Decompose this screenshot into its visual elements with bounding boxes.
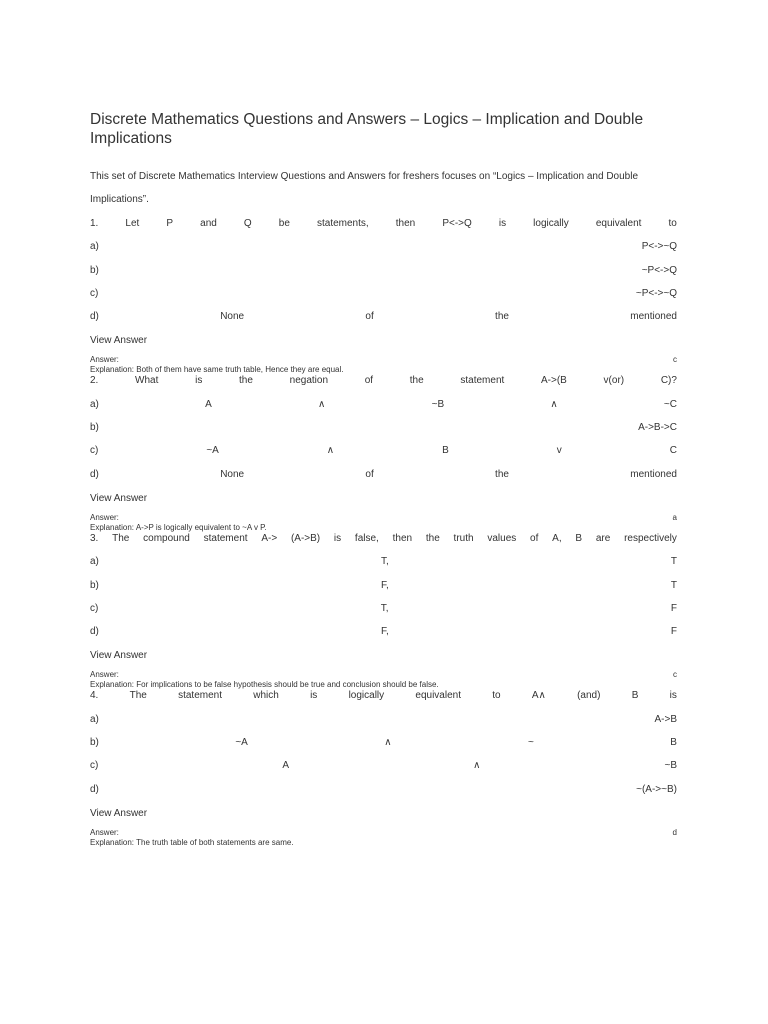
- question-block: [90, 533, 677, 690]
- question-word: 1.: [90, 218, 99, 229]
- question-block: [90, 218, 677, 375]
- question-word: B: [631, 690, 639, 702]
- answer-explanation: Explanation: Both of them have same truth table, Hence they are equal.: [90, 365, 344, 375]
- question-word: respectively: [624, 532, 677, 544]
- option-text: ∧: [384, 737, 392, 749]
- question-word: 4.: [90, 690, 99, 702]
- option-text: ~B: [431, 398, 445, 410]
- question-word: What: [135, 375, 159, 387]
- answer-option: [90, 469, 677, 492]
- option-text: mentioned: [630, 311, 677, 323]
- question-word: to: [668, 218, 677, 229]
- option-text: ~B: [664, 760, 677, 772]
- answer-option: [90, 580, 677, 603]
- option-text: mentioned: [630, 468, 677, 480]
- view-answer-link[interactable]: View Answer: [90, 650, 148, 662]
- option-letter: c): [90, 760, 99, 772]
- option-letter: b): [90, 422, 99, 434]
- answer-option: [90, 760, 677, 783]
- question-word: 3.: [90, 532, 99, 544]
- option-text: of: [365, 468, 374, 480]
- question-word: B: [575, 532, 583, 544]
- option-text: T,: [381, 556, 389, 568]
- answer-option: [90, 399, 677, 422]
- question-word: is: [310, 690, 318, 702]
- answer-box: [90, 513, 677, 533]
- option-text: ~: [528, 737, 534, 749]
- question-word: statement: [460, 375, 505, 387]
- view-answer-link[interactable]: View Answer: [90, 807, 148, 819]
- question-word: be: [278, 218, 290, 229]
- question-word: of: [530, 532, 539, 544]
- question-word: equivalent: [595, 218, 642, 229]
- answer-box: [90, 355, 677, 375]
- article: [90, 110, 677, 848]
- question-text: [90, 375, 677, 398]
- option-text: B: [670, 737, 677, 749]
- answer-label: Answer:: [90, 827, 119, 837]
- question-word: values: [487, 532, 517, 544]
- question-word: (and): [577, 690, 601, 702]
- question-word: P<->Q: [442, 218, 472, 229]
- answer-value: c: [673, 355, 677, 365]
- question-list: [90, 218, 677, 848]
- answer-box: [90, 828, 677, 848]
- option-letter: c): [90, 445, 99, 457]
- option-text: ∧: [550, 398, 558, 410]
- option-letter: a): [90, 713, 99, 725]
- option-text: of: [365, 311, 374, 323]
- question-word: statement: [203, 532, 248, 544]
- option-letter: b): [90, 737, 99, 749]
- answer-explanation: Explanation: A->P is logically equivalent to ~A v P.: [90, 522, 267, 532]
- answer-option: [90, 265, 677, 288]
- question-word: The: [129, 690, 147, 702]
- question-word: the: [239, 375, 253, 387]
- question-word: the: [425, 532, 440, 544]
- option-text: ~A: [206, 445, 219, 457]
- question-word: A,: [552, 532, 562, 544]
- option-text: v: [556, 445, 562, 457]
- question-word: statements,: [316, 218, 369, 229]
- option-text: F,: [381, 579, 389, 591]
- option-text: C: [669, 445, 677, 457]
- option-letter: c): [90, 602, 99, 614]
- question-word: of: [364, 375, 374, 387]
- answer-option: [90, 288, 677, 311]
- answer-box: [90, 670, 677, 690]
- option-text: ~C: [663, 398, 677, 410]
- option-text: T: [670, 556, 677, 568]
- option-text: F,: [381, 626, 389, 638]
- option-text: None: [220, 311, 245, 323]
- question-word: then: [395, 218, 416, 229]
- question-word: compound: [143, 532, 190, 544]
- option-text: ~A: [235, 737, 248, 749]
- question-word: A->: [261, 532, 278, 544]
- option-letter: d): [90, 626, 99, 638]
- question-word: The: [112, 532, 130, 544]
- option-text: A->B->C: [638, 422, 677, 434]
- question-word: C)?: [660, 375, 677, 387]
- view-answer-link[interactable]: View Answer: [90, 335, 148, 347]
- question-text: [90, 690, 677, 713]
- question-word: which: [253, 690, 279, 702]
- question-word: 2.: [90, 375, 99, 387]
- option-text: None: [220, 468, 245, 480]
- view-answer-link[interactable]: View Answer: [90, 492, 148, 504]
- question-word: truth: [453, 532, 474, 544]
- option-letter: b): [90, 579, 99, 591]
- question-block: [90, 375, 677, 532]
- option-text: P<->~Q: [641, 241, 677, 253]
- answer-option: [90, 422, 677, 445]
- answer-label: Answer:: [90, 512, 119, 522]
- option-letter: a): [90, 556, 99, 568]
- question-word: equivalent: [415, 690, 461, 702]
- option-text: T: [670, 579, 677, 591]
- option-text: ~(A->~B): [636, 783, 677, 795]
- answer-value: a: [672, 512, 677, 522]
- option-letter: c): [90, 287, 99, 299]
- option-text: ∧: [473, 760, 481, 772]
- question-word: P: [166, 218, 174, 229]
- option-text: the: [495, 311, 509, 323]
- answer-value: d: [672, 827, 677, 837]
- option-text: ~P<->Q: [641, 264, 677, 276]
- answer-option: [90, 784, 677, 807]
- question-block: [90, 690, 677, 847]
- option-text: ∧: [318, 398, 326, 410]
- answer-label: Answer:: [90, 355, 119, 365]
- question-word: Let: [125, 218, 140, 229]
- option-letter: d): [90, 311, 99, 323]
- option-text: ~P<->~Q: [635, 287, 677, 299]
- option-letter: d): [90, 468, 99, 480]
- question-text: [90, 533, 677, 556]
- option-text: F: [670, 626, 677, 638]
- question-word: v(or): [603, 375, 625, 387]
- option-text: F: [670, 602, 677, 614]
- question-word: negation: [289, 375, 329, 387]
- question-word: is: [333, 532, 342, 544]
- question-word: logically: [533, 218, 569, 229]
- answer-option: [90, 445, 677, 468]
- question-word: false,: [354, 532, 379, 544]
- question-word: statement: [178, 690, 222, 702]
- question-word: is: [498, 218, 507, 229]
- option-text: the: [495, 468, 509, 480]
- question-word: A∧: [531, 690, 546, 702]
- question-word: logically: [348, 690, 385, 702]
- option-text: ∧: [326, 445, 335, 457]
- option-text: A->B: [654, 713, 677, 725]
- answer-option: [90, 737, 677, 760]
- question-word: and: [200, 218, 217, 229]
- question-word: to: [492, 690, 501, 702]
- answer-option: [90, 626, 677, 649]
- intro-paragraph: This set of Discrete Mathematics Interview Questions and Answers for freshers focuses on “Logics – Implication and Double Implications”.: [90, 171, 639, 205]
- option-text: A: [205, 398, 212, 410]
- answer-option: [90, 311, 677, 334]
- answer-option: [90, 556, 677, 579]
- question-word: is: [669, 690, 677, 702]
- option-letter: a): [90, 398, 99, 410]
- option-text: A: [282, 760, 290, 772]
- question-word: are: [595, 532, 611, 544]
- question-word: Q: [243, 218, 252, 229]
- answer-explanation: Explanation: For implications to be false hypothesis should be true and conclusion should be false.: [90, 680, 439, 690]
- question-word: A->(B: [541, 375, 567, 387]
- page-title: Discrete Mathematics Questions and Answers – Logics – Implication and Double Implications: [90, 111, 644, 147]
- answer-option: [90, 603, 677, 626]
- answer-option: [90, 714, 677, 737]
- question-word: is: [195, 375, 203, 387]
- option-letter: a): [90, 241, 99, 253]
- question-word: the: [409, 375, 424, 387]
- answer-option: [90, 241, 677, 264]
- option-letter: d): [90, 783, 99, 795]
- question-text: [90, 218, 677, 241]
- option-text: B: [442, 445, 449, 457]
- answer-label: Answer:: [90, 670, 119, 680]
- answer-value: c: [673, 670, 677, 680]
- question-word: then: [392, 532, 413, 544]
- question-word: (A->B): [290, 532, 321, 544]
- option-letter: b): [90, 264, 99, 276]
- option-text: T,: [380, 602, 389, 614]
- answer-explanation: Explanation: The truth table of both statements are same.: [90, 837, 294, 847]
